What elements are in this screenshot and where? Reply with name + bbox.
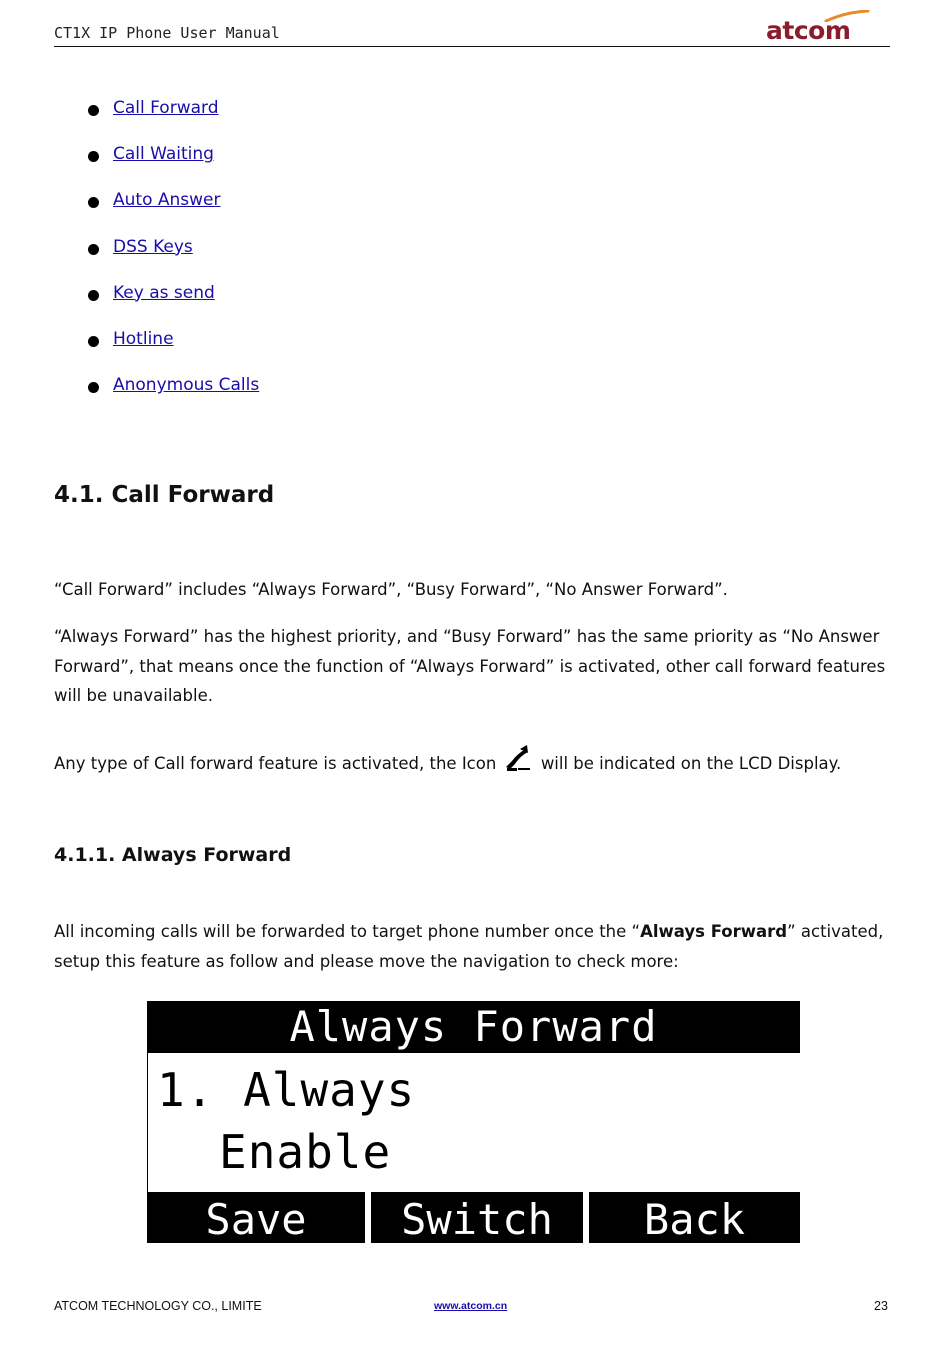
page-number: 23 <box>874 1299 888 1313</box>
lcd-border <box>147 1053 148 1192</box>
paragraph-call-forward-types: “Call Forward” includes “Always Forward”, “Busy Forward”, “No Answer Forward”. <box>54 580 728 599</box>
bullet-icon <box>88 197 99 208</box>
bullet-icon <box>88 244 99 255</box>
softkey-back: Back <box>589 1192 800 1243</box>
icon-sentence-end: will be indicated on the LCD Display. <box>540 754 842 773</box>
list-item <box>88 190 259 236</box>
footer-company: ATCOM TECHNOLOGY CO., LIMITE <box>54 1299 262 1313</box>
header-divider <box>54 46 890 47</box>
paragraph-lcd-icon <box>54 743 894 779</box>
link-key-as-send[interactable]: Key as send <box>113 282 215 303</box>
list-item <box>88 329 259 375</box>
bullet-icon <box>88 336 99 347</box>
footer-website-link[interactable]: www.atcom.cn <box>434 1300 508 1312</box>
list-item <box>88 144 259 190</box>
lcd-menu-line: 1. Always <box>157 1063 416 1117</box>
section-heading: 4.1. Call Forward <box>54 482 275 508</box>
lcd-value-line: Enable <box>219 1125 392 1179</box>
list-item <box>88 375 259 421</box>
softkey-switch: Switch <box>371 1192 583 1243</box>
bullet-icon <box>88 105 99 116</box>
link-anonymous-calls[interactable]: Anonymous Calls <box>113 375 260 396</box>
icon-sentence-start: Any type of Call forward feature is activated, the Icon <box>54 754 497 773</box>
bullet-icon <box>88 382 99 393</box>
bold-term: Always Forward <box>640 922 788 941</box>
bullet-icon <box>88 151 99 162</box>
paragraph-priority: “Always Forward” has the highest priority, and “Busy Forward” has the same priority as “No Answer Forward”, that means once the function of “Always Forward” is activated, other call forward features will be unavailable. <box>54 627 886 705</box>
link-auto-answer[interactable]: Auto Answer <box>113 190 221 211</box>
link-call-waiting[interactable]: Call Waiting <box>113 144 214 165</box>
softkey-save: Save <box>147 1192 365 1243</box>
logo-text: atcom <box>766 16 851 45</box>
atcom-logo <box>766 8 876 44</box>
link-hotline[interactable]: Hotline <box>113 328 174 349</box>
header-title: CT1X IP Phone User Manual <box>54 24 280 42</box>
link-call-forward[interactable]: Call Forward <box>113 98 219 118</box>
lcd-screenshot <box>147 1001 800 1243</box>
lcd-title-bar: Always Forward <box>147 1001 800 1053</box>
link-dss-keys[interactable]: DSS Keys <box>113 236 193 257</box>
subsection-heading: 4.1.1. Always Forward <box>54 844 292 866</box>
feature-link-list <box>88 98 259 421</box>
list-item <box>88 283 259 329</box>
paragraph-always-forward <box>54 917 894 976</box>
list-item <box>88 237 259 283</box>
list-item <box>88 98 259 144</box>
bullet-icon <box>88 290 99 301</box>
paragraph-end: ” activated, setup this feature as follow and please move the navigation to check more: <box>54 922 884 971</box>
call-forward-icon <box>504 743 534 773</box>
paragraph-start: All incoming calls will be forwarded to target phone number once the “ <box>54 922 641 941</box>
